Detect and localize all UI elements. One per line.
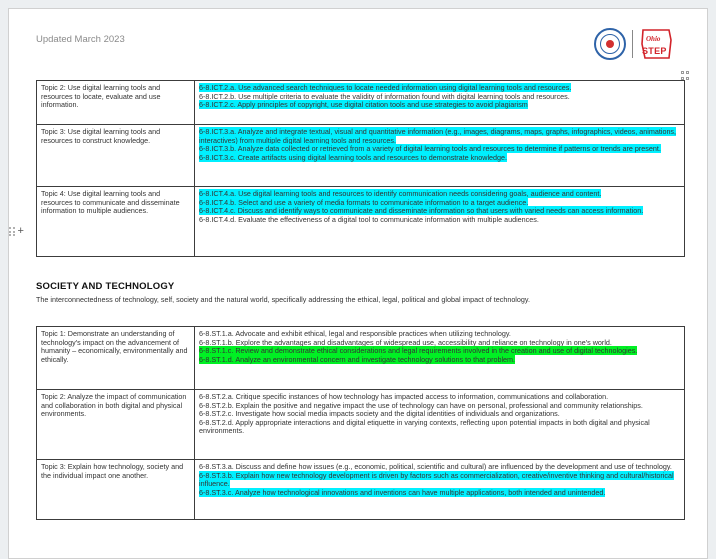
logo-step-text: STEP (642, 46, 667, 56)
ohio-academy-seal-logo (594, 28, 626, 60)
table-row (37, 460, 685, 520)
ohio-step-logo (639, 26, 675, 62)
standard-item: 6-8.ST.2.a. Critique specific instances of how technology has impacted access to information, communications and collaboration. (199, 392, 609, 401)
standards-cell (195, 460, 685, 520)
header-logos (594, 26, 675, 62)
standard-item: 6-8.ICT.4.d. Evaluate the effectiveness of a digital tool to communicate information with multiple audiences. (199, 214, 539, 224)
logo-divider (632, 30, 633, 58)
table-row (37, 187, 685, 257)
standard-item: 6-8.ICT.2.b. Use multiple criteria to evaluate the validity of information found with digital learning tools and resources. (199, 91, 570, 101)
topic-cell: Topic 3: Use digital learning tools and resources to construct knowledge. (37, 125, 195, 187)
topic-cell: Topic 2: Analyze the impact of communication and collaboration in both digital and physical environments. (37, 390, 195, 460)
logo-step-ohio-text: Ohio (646, 35, 661, 43)
standard-item: 6-8.ST.2.d. Apply appropriate interactions and digital etiquette in varying contexts, reflecting upon potential impacts in both digital and physical environments. (199, 417, 650, 436)
updated-date: Updated March 2023 (36, 34, 125, 45)
standard-item: 6-8.ST.1.a. Advocate and exhibit ethical, legal and responsible practices when utilizing technology. (199, 329, 511, 338)
standard-item: 6-8.ICT.2.a. Use advanced search techniques to locate needed information using digital learning tools and resources. (199, 83, 572, 92)
standard-item: 6-8.ST.2.b. Explain the positive and negative impact the use of technology can have on personal, professional and community relationships. (199, 400, 643, 410)
standard-item: 6-8.ICT.4.b. Select and use a variety of media formats to communicate information to a target audience. (199, 197, 529, 207)
table-row (37, 125, 685, 187)
standard-item: 6-8.ST.2.c. Investigate how social media impacts society and the digital identities of individuals and organizations. (199, 409, 560, 419)
standard-item: 6-8.ICT.2.c. Apply principles of copyright, use digital citation tools and use strategies to avoid plagiarism (199, 100, 528, 110)
standard-item: 6-8.ICT.4.c. Discuss and identify ways to communicate and disseminate information so that users with varied needs can access information. (199, 206, 644, 216)
topic-cell: Topic 2: Use digital learning tools and resources to locate, evaluate and use information. (37, 81, 195, 125)
standards-cell (195, 81, 685, 125)
drag-handle-icon[interactable] (9, 227, 15, 236)
standards-cell (195, 187, 685, 257)
standard-item: 6-8.ICT.4.a. Use digital learning tools and resources to identify communication needs considering goals, audience and content. (199, 189, 602, 198)
standard-item: 6-8.ST.3.a. Discuss and define how issues (e.g., economic, political, scientific and cultural) are influenced by the development and use of technology. (199, 462, 672, 471)
topic-cell: Topic 1: Demonstrate an understanding of technology's impact on the advancement of humanity – economically, environmentally and ethically. (37, 327, 195, 390)
standard-item: 6-8.ICT.3.a. Analyze and integrate textual, visual and quantitative information (e.g., images, diagrams, maps, graphs, infographics, videos, animations, interactives) from multiple digital learning tools and resources. (199, 127, 677, 145)
topic-cell: Topic 4: Use digital learning tools and resources to communicate and disseminate information to multiple audiences. (37, 187, 195, 257)
standard-item: 6-8.ST.3.b. Explain how new technology development is driven by factors such as commercialization, creative/inventive thinking and cultural/historical influence. (199, 470, 674, 489)
standard-item: 6-8.ST.1.c. Review and demonstrate ethical considerations and legal requirements involved in the creation and use of digital technologies. (199, 346, 638, 356)
standards-cell (195, 125, 685, 187)
table-row (37, 81, 685, 125)
add-row-plus-icon[interactable]: + (17, 225, 24, 237)
table-row (37, 390, 685, 460)
section-description: The interconnectedness of technology, self, society and the natural world, specifically addressing the ethical, legal, political and global impact of technology. (36, 295, 530, 304)
section-title: SOCIETY AND TECHNOLOGY (36, 281, 175, 292)
standards-cell (195, 327, 685, 390)
standard-item: 6-8.ST.1.d. Analyze an environmental concern and investigate technology solutions to that problem. (199, 354, 516, 364)
ict-standards-table (36, 80, 685, 257)
document-page (8, 8, 708, 559)
table-row (37, 327, 685, 390)
standards-cell (195, 390, 685, 460)
standard-item: 6-8.ST.1.b. Explore the advantages and disadvantages of widespread use, accessibility and reliance on technology in one's world. (199, 337, 612, 347)
standard-item: 6-8.ICT.3.c. Create artifacts using digital learning tools and resources to demonstrate knowledge. (199, 152, 508, 162)
row-drag-handle[interactable] (9, 226, 24, 237)
standard-item: 6-8.ST.3.c. Analyze how technological innovations and inventions can have multiple applications, both intended and unintended. (199, 487, 606, 497)
topic-cell: Topic 3: Explain how technology, society and the individual impact one another. (37, 460, 195, 520)
society-technology-table (36, 326, 685, 520)
standard-item: 6-8.ICT.3.b. Analyze data collected or retrieved from a variety of digital learning tools and resources to determine if patterns or trends are present. (199, 144, 661, 154)
